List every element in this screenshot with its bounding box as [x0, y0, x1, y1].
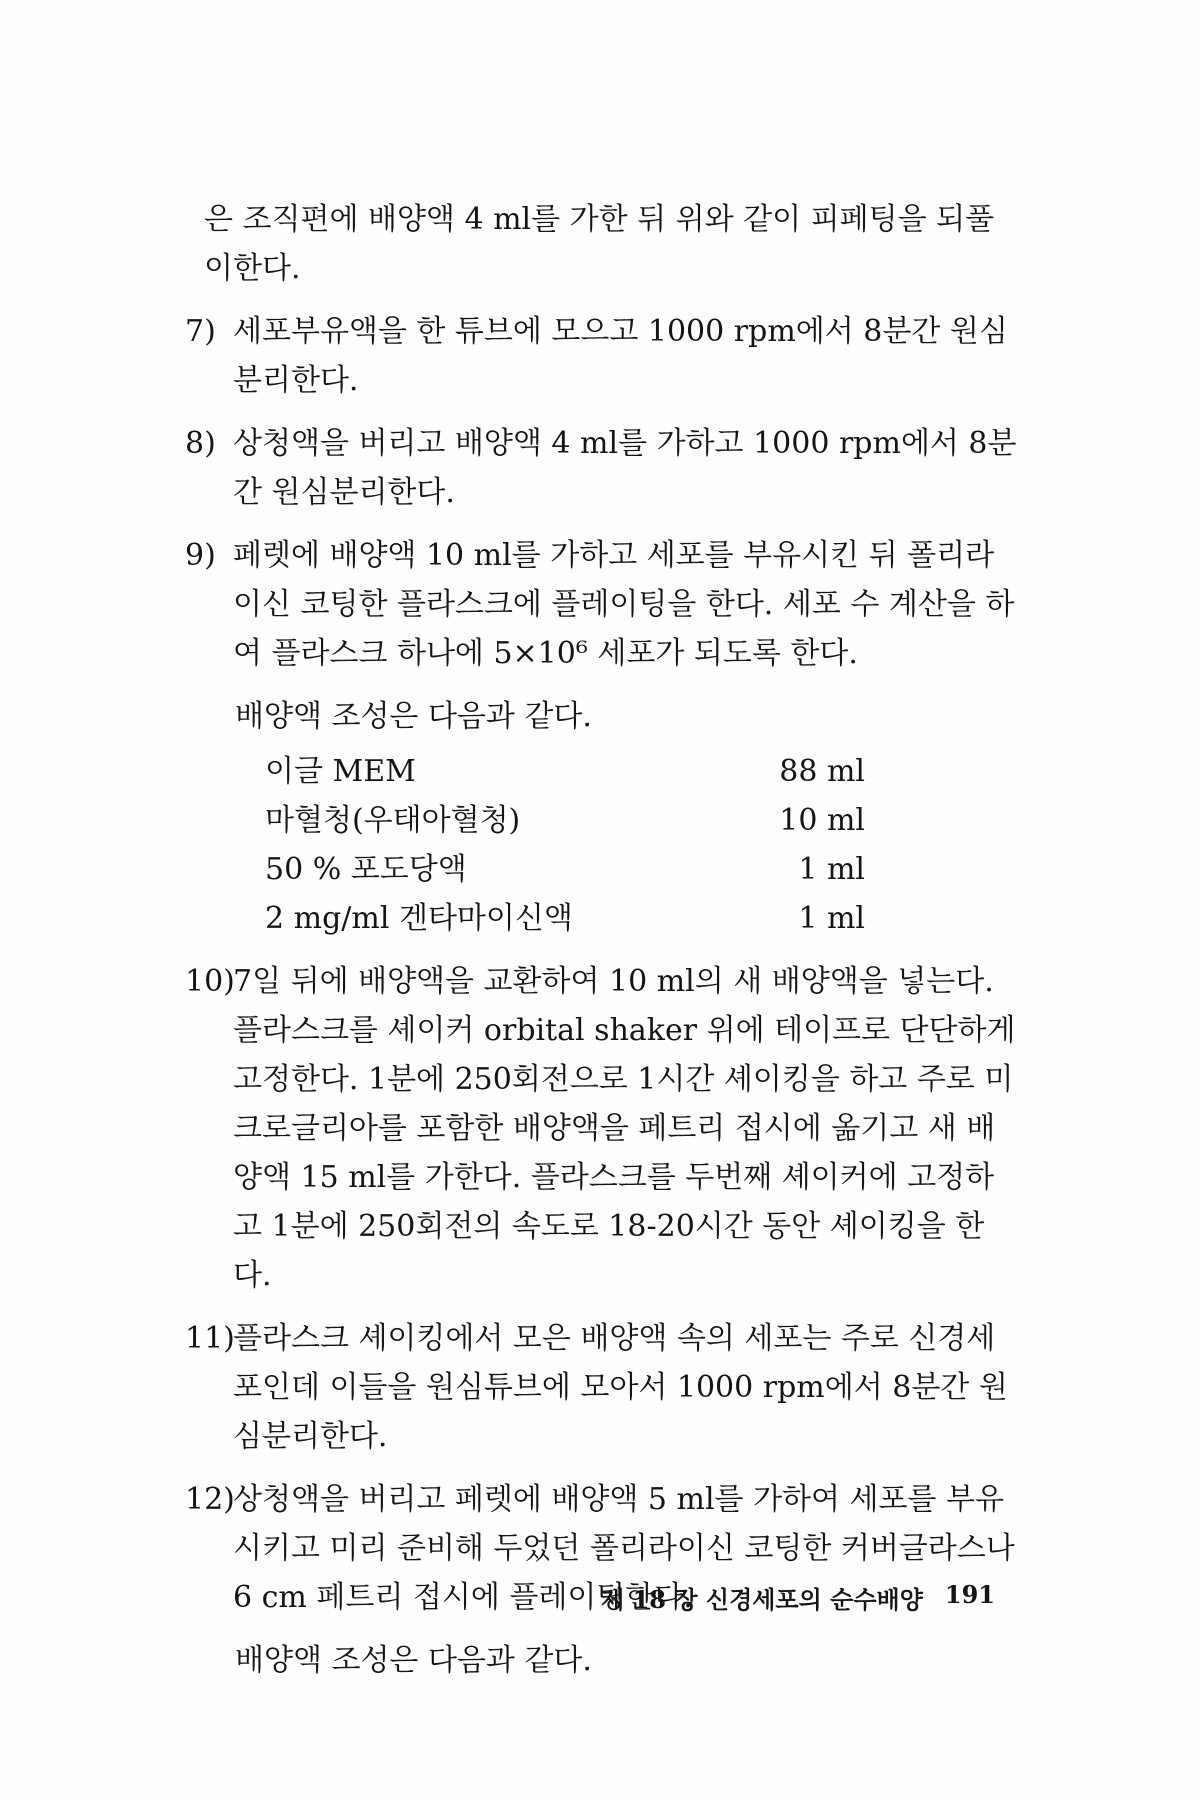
step-number: 11): [185, 1321, 235, 1356]
ingredient-amount: 1 ml: [798, 852, 865, 887]
medium-recipe-table: [265, 747, 865, 943]
step-number: 12): [185, 1482, 235, 1517]
step-text: 7일 뒤에 배양액을 교환하여 10 ml의 새 배양액을 넣는다. 플라스크를 셰이커 orbital shaker 위에 테이프로 단단하게 고정한다. 1분에 250회전으로 1시간 셰이킹을 하고 주로 미크로글리아를 포함한 배양액을 페트리 접시에 옮기고 새 배양액 15 ml를 가한다. 플라스크를 두번째 셰이커에 고정하고 1분에 250회전의 속도로 18-20시간 동안 셰이킹을 한다.: [233, 964, 1016, 1293]
step-9: [185, 531, 1020, 678]
step-text: 플라스크 셰이킹에서 모은 배양액 속의 세포는 주로 신경세포인데 이들을 원심튜브에 모아서 1000 rpm에서 8분간 원심분리한다.: [233, 1321, 1008, 1454]
ingredient-amount: 1 ml: [798, 901, 865, 936]
recipe-row: [265, 747, 865, 796]
medium-composition-heading-2: 배양액 조성은 다음과 같다.: [235, 1643, 592, 1678]
chapter-title: 제 18 장 신경세포의 순수배양: [601, 1585, 923, 1614]
recipe-row: [265, 796, 865, 845]
step-number: 8): [185, 426, 216, 461]
step-number: 10): [185, 964, 235, 999]
step-8: [185, 419, 1020, 517]
step-11: [185, 1314, 1020, 1461]
step-number: 9): [185, 538, 216, 573]
ingredient-name: 2 mg/ml 겐타마이신액: [265, 901, 573, 936]
step-text: 상청액을 버리고 배양액 4 ml를 가하고 1000 rpm에서 8분간 원심분리한다.: [233, 426, 1017, 510]
continuation-paragraph: 은 조직편에 배양액 4 ml를 가한 뒤 위와 같이 피페팅을 되풀이한다.: [204, 202, 995, 286]
medium-composition-heading: 배양액 조성은 다음과 같다.: [235, 699, 592, 734]
step-text: 상청액을 버리고 페렛에 배양액 5 ml를 가하여 세포를 부유시키고 미리 준비해 두었던 폴리라이신 코팅한 커버글라스나 6 cm 페트리 접시에 플레이팅한다.: [233, 1482, 1015, 1615]
step-number: 7): [185, 314, 216, 349]
step-text: 페렛에 배양액 10 ml를 가하고 세포를 부유시킨 뒤 폴리라이신 코팅한 플라스크에 플레이팅을 한다. 세포 수 계산을 하여 플라스크 하나에 5×10⁶ 세포가 되도록 한다.: [233, 538, 1015, 671]
page-footer: [585, 1580, 995, 1615]
ingredient-name: 이글 MEM: [265, 754, 416, 789]
ingredient-name: 마혈청(우태아혈청): [265, 803, 521, 838]
step-10: [185, 957, 1020, 1300]
page-number: 191: [944, 1580, 995, 1609]
step-text: 세포부유액을 한 튜브에 모으고 1000 rpm에서 8분간 원심분리한다.: [233, 314, 1008, 398]
ingredient-amount: 88 ml: [779, 754, 865, 789]
ingredient-amount: 10 ml: [779, 803, 865, 838]
ingredient-name: 50 % 포도당액: [265, 852, 467, 887]
recipe-row: [265, 894, 865, 943]
recipe-row: [265, 845, 865, 894]
page-body: [185, 195, 1020, 1691]
step-7: [185, 307, 1020, 405]
